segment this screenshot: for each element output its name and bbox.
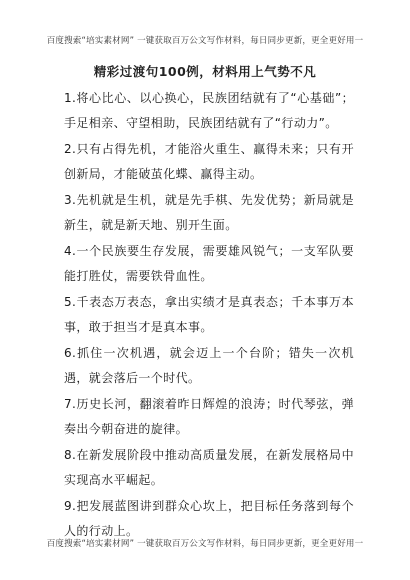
item-number: 7.	[64, 397, 77, 411]
list-item	[64, 188, 354, 237]
list-item	[64, 341, 354, 390]
item-text: 历史长河，翻滚着昨日辉煌的浪涛；时代琴弦，弹奏出今朝奋进的旋律。	[64, 397, 354, 436]
list-item	[64, 494, 354, 543]
list-item	[64, 86, 354, 135]
item-text: 先机就是生机，就是先手棋、先发优势；新局就是新生，就是新天地、别开生面。	[64, 193, 354, 232]
list-item	[64, 239, 354, 288]
item-text: 一个民族要生存发展，需要雄风锐气；一支军队要能打胜仗，需要铁骨血性。	[64, 244, 354, 283]
item-number: 5.	[64, 295, 77, 309]
item-text: 抓住一次机遇，就会迈上一个台阶；错失一次机遇，就会落后一个时代。	[64, 346, 354, 385]
item-text: 将心比心、以心换心，民族团结就有了“心基础”；手足相亲、守望相助，民族团结就有了“行动力”。	[64, 91, 354, 130]
list-item	[64, 290, 354, 339]
item-number: 4.	[64, 244, 77, 258]
item-number: 9.	[64, 499, 77, 513]
list-item	[64, 137, 354, 186]
item-number: 2.	[64, 142, 77, 156]
list-item	[64, 392, 354, 441]
item-number: 1.	[64, 91, 77, 105]
transition-sentence-list	[64, 86, 354, 545]
page-header: 百度搜索“培实素材网” 一键获取百万公文写作材料，每日同步更新，更全更好用一	[46, 36, 364, 46]
item-number: 6.	[64, 346, 77, 360]
item-number: 8.	[64, 448, 77, 462]
item-number: 3.	[64, 193, 77, 207]
page-title: 精彩过渡句100例，材料用上气势不凡	[93, 64, 317, 79]
item-text: 只有占得先机，才能浴火重生、赢得未来；只有开创新局，才能破茧化蝶、赢得主动。	[64, 142, 354, 181]
item-text: 把发展蓝图讲到群众心坎上，把目标任务落到每个人的行动上。	[64, 499, 354, 538]
item-text: 在新发展阶段中推动高质量发展，在新发展格局中实现高水平崛起。	[64, 448, 354, 487]
page-footer: 百度搜索“培实素材网” 一键获取百万公文写作材料，每日同步更新，更全更好用一	[46, 539, 364, 549]
list-item	[64, 443, 354, 492]
item-text: 千表态万表态，拿出实绩才是真表态；千本事万本事，敢于担当才是真本事。	[64, 295, 354, 334]
